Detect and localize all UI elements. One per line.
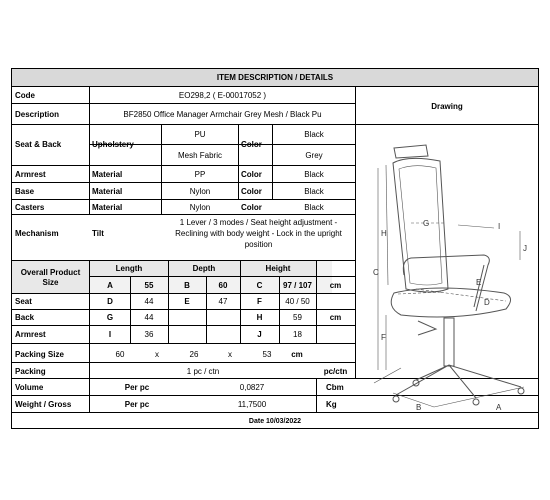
armrest-color-label: Color: [241, 170, 262, 179]
mechanism-line-2: Reclining with body weight - Lock in the upright: [175, 229, 342, 238]
sheet-title: ITEM DESCRIPTION / DETAILS: [216, 73, 334, 82]
upholstery-2: Mesh Fabric: [177, 151, 222, 160]
dim-d-value: 44: [144, 297, 154, 306]
length-header: Length: [115, 264, 143, 273]
letter-g: G: [423, 219, 430, 228]
casters-label: Casters: [15, 203, 45, 212]
mechanism-label: Mechanism: [15, 229, 59, 238]
code-value: EO298,2 ( E-00017052 ): [178, 91, 267, 100]
code-label: Code: [15, 91, 35, 100]
dim-c-key: C: [256, 281, 263, 290]
volume-per: Per pc: [124, 383, 150, 392]
packing-unit: pc/ctn: [323, 367, 348, 376]
base-material-label: Material: [92, 187, 123, 196]
dim-f-key: F: [257, 297, 262, 306]
dim-a-key: A: [107, 281, 113, 290]
casters-material: Nylon: [189, 203, 211, 212]
letter-f: F: [381, 333, 386, 342]
dim-h-key: H: [256, 313, 263, 322]
upholstery-1: PU: [194, 130, 206, 139]
casters-material-label: Material: [92, 203, 123, 212]
volume-value: 0,0827: [239, 383, 265, 392]
depth-header: Depth: [192, 264, 216, 273]
volume-label: Volume: [15, 383, 44, 392]
armrest-material: PP: [194, 170, 206, 179]
base-label: Base: [15, 187, 35, 196]
weight-per: Per pc: [124, 400, 150, 409]
packing-size-x2: x: [228, 350, 232, 359]
letter-b: B: [416, 403, 422, 412]
base-color-label: Color: [241, 187, 262, 196]
letter-j: J: [523, 244, 527, 253]
dim-e-key: E: [184, 297, 190, 306]
mechanism-line-3: position: [244, 240, 273, 249]
description-label: Description: [15, 110, 60, 119]
mechanism-type: Tilt: [92, 229, 104, 238]
armrest-dims-label: Armrest: [15, 330, 46, 339]
armrest-material-label: Material: [92, 170, 123, 179]
seat-dims-label: Seat: [15, 297, 32, 306]
letter-i: I: [498, 222, 501, 231]
letter-c: C: [373, 268, 379, 277]
casters-color-label: Color: [241, 203, 262, 212]
packing-size-3: 53: [262, 350, 272, 359]
letter-a: A: [496, 403, 502, 412]
back-dims-label: Back: [15, 313, 35, 322]
weight-unit: Kg: [326, 400, 337, 409]
height-header: Height: [265, 264, 291, 273]
description-value: BF2850 Office Manager Armchair Grey Mesh / Black Pu: [123, 110, 322, 119]
dim-a-value: 55: [144, 281, 154, 290]
letter-h: H: [381, 229, 387, 238]
color-label: Color: [241, 140, 262, 149]
headrest-shape: [394, 145, 428, 158]
seat-shape: [391, 288, 510, 317]
dim-h-value: 59: [293, 313, 302, 322]
overall-label-2: Size: [42, 278, 59, 287]
packing-size-1: 60: [115, 350, 125, 359]
mechanism-line-1: 1 Lever / 3 modes / Seat height adjustment -: [179, 218, 338, 227]
dim-d-key: D: [107, 297, 113, 306]
dim-j-key: J: [257, 330, 262, 339]
chair-drawing: [356, 125, 538, 412]
base-material: Nylon: [189, 187, 211, 196]
packing-value: 1 pc / ctn: [186, 367, 220, 376]
letter-d: D: [484, 298, 490, 307]
dim-i-value: 36: [144, 330, 154, 339]
casters-color: Black: [304, 203, 324, 212]
dim-i-key: I: [108, 330, 112, 339]
armrest-color: Black: [304, 170, 324, 179]
dim-c-value: 97 / 107: [283, 281, 312, 290]
date-footer: Date 10/03/2022: [248, 418, 302, 425]
color-1: Black: [304, 130, 324, 139]
dim-b-key: B: [184, 281, 190, 290]
upholstery-label: Upholstery: [92, 140, 134, 149]
base-legs: [396, 365, 521, 398]
packing-size-label: Packing Size: [15, 350, 64, 359]
color-2: Grey: [305, 151, 323, 160]
weight-label: Weight / Gross: [15, 400, 72, 409]
packing-size-x1: x: [155, 350, 159, 359]
packing-size-2: 26: [189, 350, 199, 359]
drawing-label: Drawing: [431, 102, 463, 111]
dim-b-value: 60: [218, 281, 228, 290]
packing-label: Packing: [15, 367, 46, 376]
packing-size-unit: cm: [291, 350, 303, 359]
dim-j-value: 18: [293, 330, 302, 339]
seat-back-label: Seat & Back: [15, 140, 62, 149]
backrest-shape: [393, 158, 448, 292]
back-unit: cm: [329, 313, 342, 322]
volume-unit: Cbm: [326, 383, 344, 392]
dim-g-key: G: [106, 313, 114, 322]
weight-value: 11,7500: [237, 400, 267, 409]
drawing-letters: [373, 219, 527, 412]
spec-sheet: [11, 68, 539, 429]
gas-column: [444, 318, 454, 366]
overall-unit: cm: [329, 281, 342, 290]
base-color: Black: [304, 187, 324, 196]
armrest-label: Armrest: [15, 170, 46, 179]
dim-g-value: 44: [144, 313, 154, 322]
letter-e: E: [476, 278, 482, 287]
dim-e-value: 47: [218, 297, 228, 306]
overall-label-1: Overall Product: [20, 268, 81, 277]
dim-f-value: 40 / 50: [285, 297, 310, 306]
